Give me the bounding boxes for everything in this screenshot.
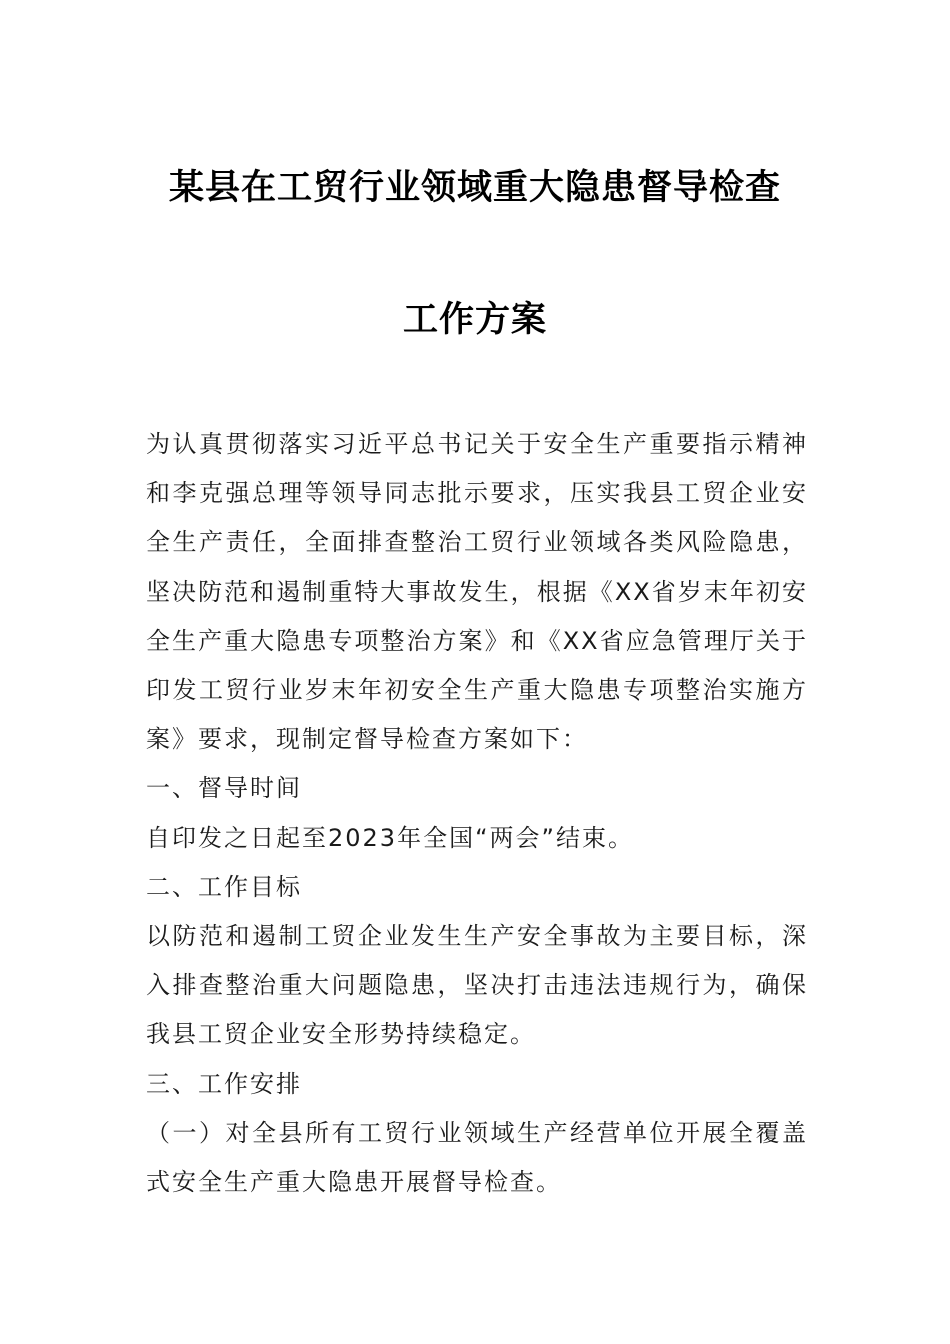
section2-text: 以防范和遏制工贸企业发生生产安全事故为主要目标，深入排查整治重大问题隐患，坚决打击违法违规行为，确保我县工贸企业安全形势持续稳定。 <box>146 922 808 1049</box>
section2-heading: 二、工作目标 <box>146 872 302 901</box>
section3-heading: 三、工作安排 <box>146 1069 302 1098</box>
document-title-line1: 某县在工贸行业领域重大隐患督导检查 <box>168 167 781 208</box>
intro-paragraph: 为认真贯彻落实习近平总书记关于安全生产重要指示精神和李克强总理等领导同志批示要求，压实我县工贸企业安全生产责任，全面排查整治工贸行业领域各类风险隐患，坚决防范和遏制重特大事故发生，根据《XX省岁末年初安全生产重大隐患专项整治方案》和《XX省应急管理厅关于印发工贸行业岁末年初安全生产重大隐患专项整治实施方案》要求，现制定督导检查方案如下： <box>146 430 808 754</box>
document-title-line2: 工作方案 <box>402 299 547 340</box>
section1-text: 自印发之日起至2023年全国“两会”结束。 <box>146 823 634 852</box>
section3-item1: （一）对全县所有工贸行业领域生产经营单位开展全覆盖式安全生产重大隐患开展督导检查。 <box>146 1118 808 1197</box>
document-body <box>146 420 808 1207</box>
section1-heading: 一、督导时间 <box>146 774 302 803</box>
